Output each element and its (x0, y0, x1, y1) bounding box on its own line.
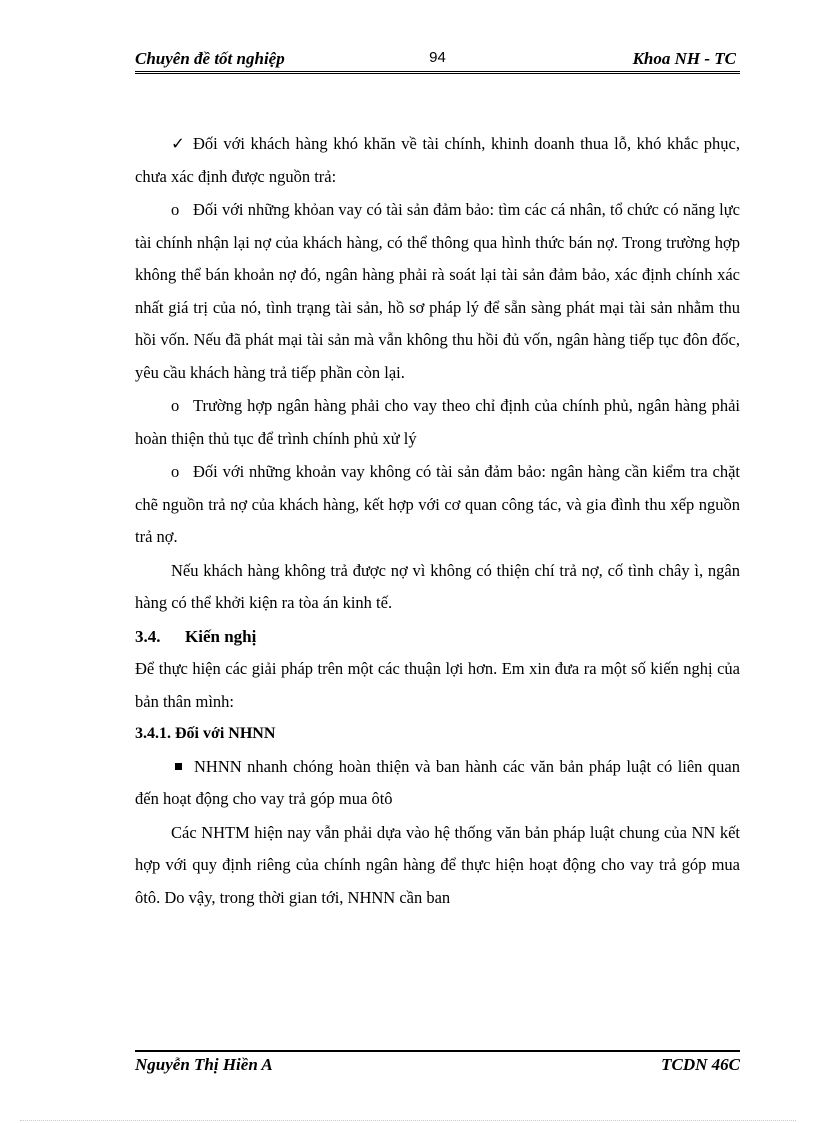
circle-paragraph-3-text: Đối với những khoản vay không có tài sản đảm bảo: ngân hàng cần kiểm tra chặt chẽ nguồn trả nợ của khách hàng, kết hợp với cơ quan công tác, và gia đình thu xếp nguồn trả nợ. (135, 462, 740, 546)
circle-bullet-icon: o (171, 396, 180, 415)
refuse-paragraph: Nếu khách hàng không trả được nợ vì không có thiện chí trả nợ, cố tình chây ì, ngân hàng có thể khởi kiện ra tòa án kinh tế. (135, 560, 740, 612)
page-bottom-border (20, 1120, 796, 1121)
circle-paragraph-1 (135, 194, 740, 389)
section-title: Kiến nghị (185, 626, 257, 646)
footer-author: Nguyễn Thị Hiền A (135, 1055, 273, 1074)
square-paragraph-text: NHNN nhanh chóng hoàn thiện và ban hành các văn bản pháp luật có liên quan đến hoạt động cho vay trả góp mua ôtô (135, 756, 740, 808)
check-paragraph (135, 128, 740, 193)
header-title: Chuyên đề tốt nghiệp (135, 49, 285, 68)
circle-bullet-icon: o (171, 462, 180, 481)
header-department: Khoa NH - TC (632, 49, 736, 68)
document-body (135, 128, 740, 914)
page-header (135, 45, 740, 74)
square-paragraph (135, 751, 740, 816)
square-bullet-icon (175, 763, 182, 770)
section-heading (135, 621, 740, 654)
circle-paragraph-2 (135, 390, 740, 455)
section-number: 3.4. (135, 626, 161, 646)
circle-paragraph-1-text: Đối với những khỏan vay có tài sản đảm bảo: tìm các cá nhân, tổ chức có năng lực tài chính nhận lại nợ của khách hàng, có thể thông qua hình thức bán nợ. Trong trường hợp không thể bán khoản nợ đó, ngân hàng phải rà soát lại tài sản đảm bảo, xác định chính xác nhất giá trị của nó, tình trạng tài sản, hồ sơ pháp lý để sẵn sàng phát mại tài sản nhằm thu hồi vốn. Nếu đã phát mại tài sản mà vẫn không thu hồi đủ vốn, ngân hàng tiếp tục đôn đốc, yêu cầu khách hàng trả tiếp phần còn lại. (135, 200, 740, 382)
circle-bullet-icon: o (171, 200, 180, 219)
footer-class: TCDN 46C (661, 1055, 740, 1074)
check-paragraph-text: Đối với khách hàng khó khăn về tài chính, khinh doanh thua lỗ, khó khắc phục, chưa xác định được nguồn trả: (135, 134, 740, 186)
subsection-heading: 3.4.1. Đối với NHNN (135, 725, 276, 742)
check-icon: ✓ (171, 134, 185, 153)
circle-paragraph-3 (135, 456, 740, 554)
page-number: 94 (429, 49, 446, 66)
page-footer (135, 1050, 740, 1082)
circle-paragraph-2-text: Trường hợp ngân hàng phải cho vay theo chỉ định của chính phủ, ngân hàng phải hoàn thiện thủ tục để trình chính phủ xử lý (135, 396, 740, 448)
section-intro: Để thực hiện các giải pháp trên một các thuận lợi hơn. Em xin đưa ra một số kiến nghị của bản thân mình: (135, 659, 740, 711)
last-paragraph: Các NHTM hiện nay vẫn phải dựa vào hệ thống văn bản pháp luật chung của NN kết hợp với quy định riêng của chính ngân hàng để thực hiện hoạt động cho vay trả góp mua ôtô. Do vậy, trong thời gian tới, NHNN cần ban (135, 822, 740, 907)
